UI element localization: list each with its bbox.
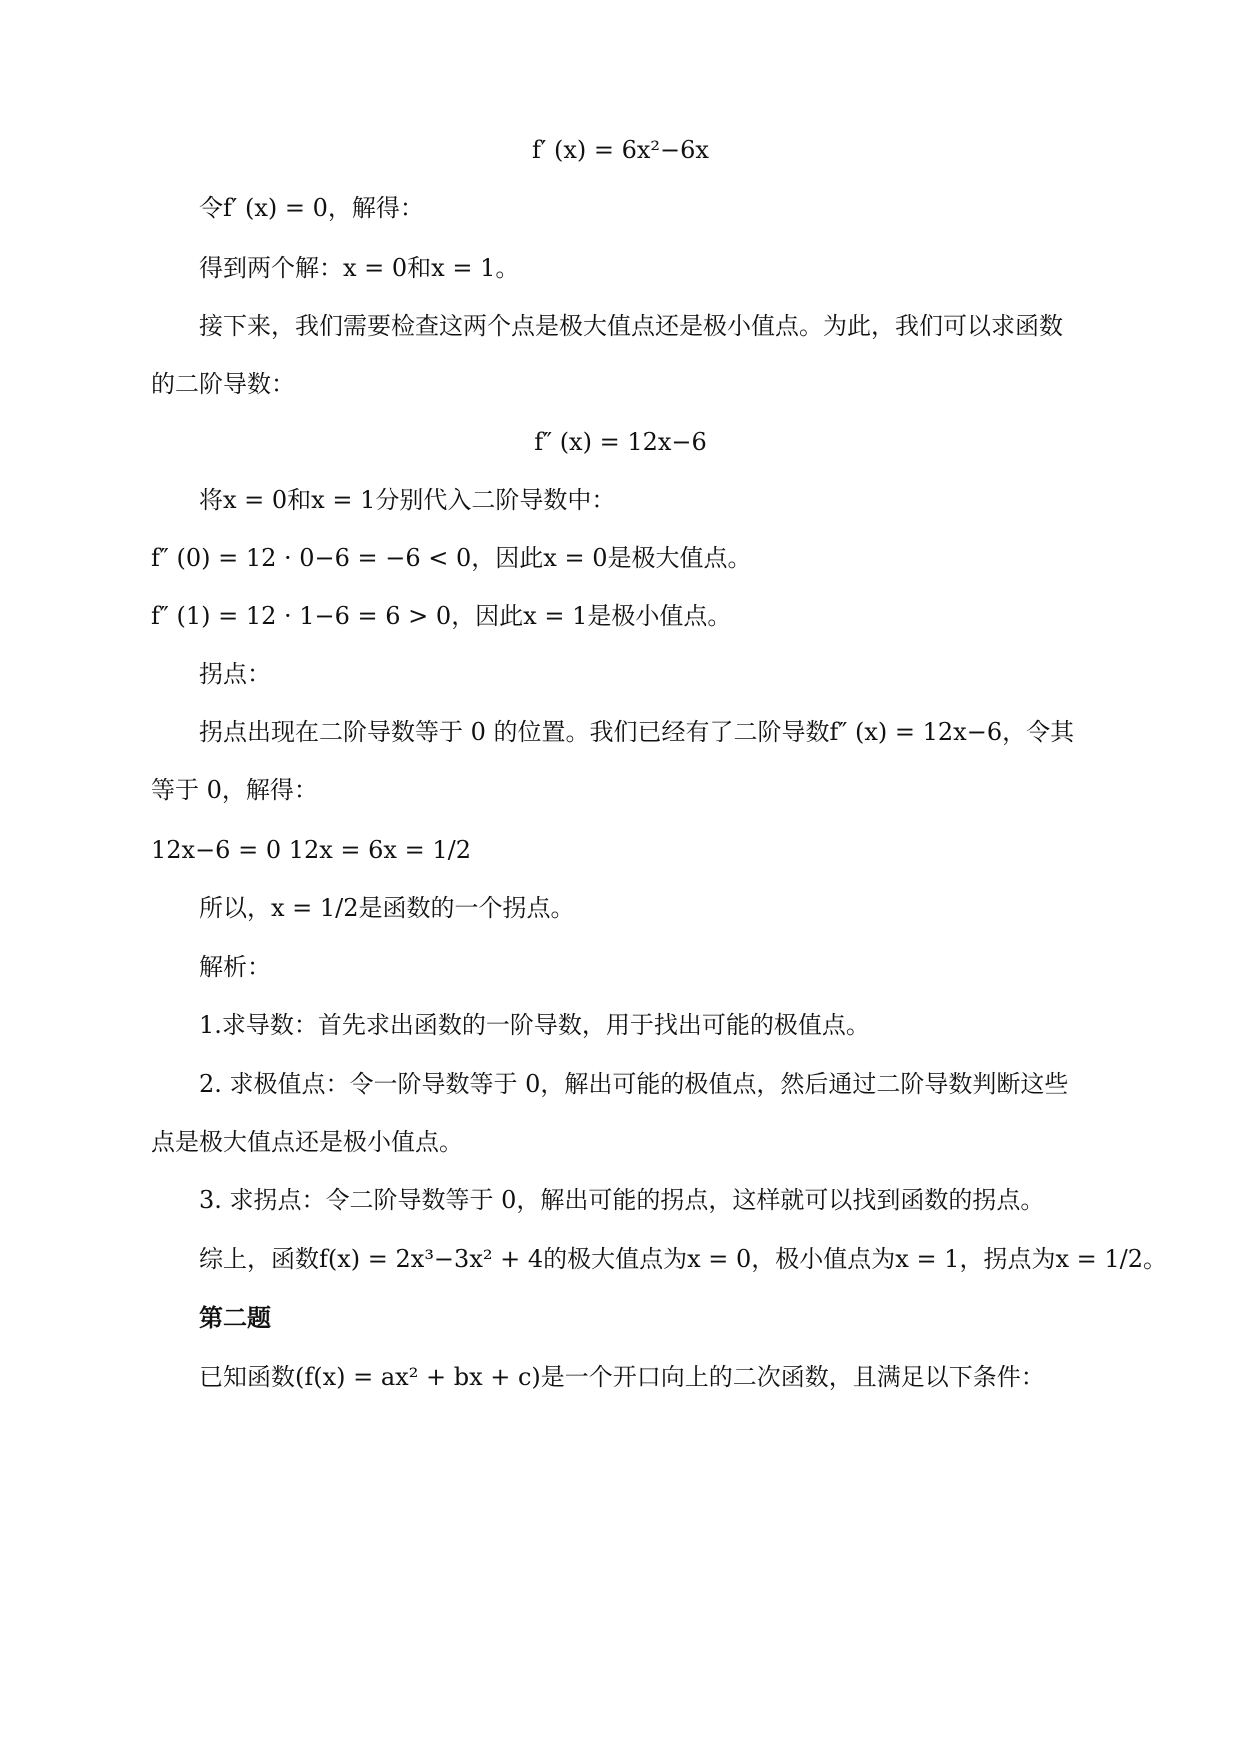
analysis-label: 解析：	[199, 953, 271, 981]
analysis-step-1: 1.求导数：首先求出函数的一阶导数，用于找出可能的极值点。	[199, 1011, 870, 1039]
inflection-explanation-text: 拐点出现在二阶导数等于 0 的位置。我们已经有了二阶导数f″ (x) = 12x−6，令其	[199, 718, 1075, 746]
question-two-text: 已知函数(f(x) = ax² + bx + c)是一个开口向上的二次函数，且满足以下条件：	[199, 1363, 1045, 1391]
solutions-text: 得到两个解：x = 0和x = 1。	[199, 254, 520, 282]
inflection-conclusion-text: 所以，x = 1/2是函数的一个拐点。	[199, 894, 575, 922]
maximum-point-text: f″ (0) = 12 · 0−6 = −6 < 0，因此x = 0是极大值点。	[151, 544, 752, 572]
inflection-solve-intro-text: 等于 0，解得：	[151, 776, 318, 804]
inflection-equation: 12x−6 = 0 12x = 6x = 1/2	[151, 836, 471, 864]
analysis-step-2-line-2: 点是极大值点还是极小值点。	[151, 1128, 463, 1156]
set-derivative-zero-text: 令f′ (x) = 0，解得：	[199, 194, 424, 222]
summary-text: 综上，函数f(x) = 2x³−3x² + 4的极大值点为x = 0，极小值点为x = 1，拐点为x = 1/2。	[199, 1245, 1167, 1273]
substitute-values-text: 将x = 0和x = 1分别代入二阶导数中：	[199, 486, 616, 514]
inflection-label: 拐点：	[199, 660, 271, 688]
second-derivative-formula: f″ (x) = 12x−6	[534, 428, 707, 456]
next-step-text: 接下来，我们需要检查这两个点是极大值点还是极小值点。为此，我们可以求函数	[199, 312, 1063, 340]
analysis-step-2-line-1: 2. 求极值点：令一阶导数等于 0，解出可能的极值点，然后通过二阶导数判断这些	[199, 1070, 1069, 1098]
minimum-point-text: f″ (1) = 12 · 1−6 = 6 > 0，因此x = 1是极小值点。	[151, 602, 732, 630]
question-two-heading: 第二题	[199, 1304, 271, 1332]
analysis-step-3: 3. 求拐点：令二阶导数等于 0，解出可能的拐点，这样就可以找到函数的拐点。	[199, 1186, 1045, 1214]
second-derivative-intro-text: 的二阶导数：	[151, 370, 295, 398]
first-derivative-formula: f′ (x) = 6x²−6x	[532, 136, 709, 164]
